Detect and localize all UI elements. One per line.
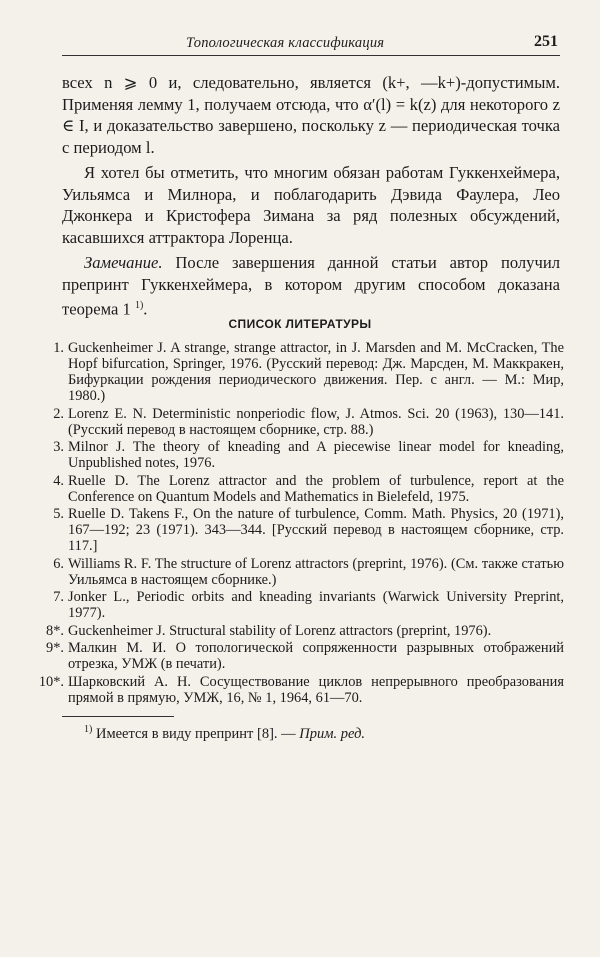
- reference-item: [30, 506, 564, 554]
- reference-text: Guckenheimer J. A strange, strange attractor, in J. Marsden and M. McCracken, The Hopf bifurcation, Springer, 1976. (Русский перевод: Дж. Марсден, М. Маккракен, Бифуркации рождения периодического движения. Пер. с англ. — М.: Мир, 1980.): [68, 340, 564, 404]
- reference-number: 2.: [53, 405, 64, 422]
- page-number: 251: [534, 33, 558, 50]
- reference-item: [30, 406, 564, 438]
- reference-item: [30, 556, 564, 588]
- reference-text: Williams R. F. The structure of Lorenz attractors (preprint, 1976). (См. также статью Уильямса в настоящем сборнике.): [68, 555, 564, 588]
- reference-text: Lorenz E. N. Deterministic nonperiodic flow, J. Atmos. Sci. 20 (1963), 130—141. (Русский перевод в настоящем сборнике, стр. 88.): [68, 405, 564, 438]
- reference-number: 10*.: [38, 673, 64, 690]
- references-title: СПИСОК ЛИТЕРАТУРЫ: [228, 317, 372, 331]
- reference-text: Ruelle D. Takens F., On the nature of turbulence, Comm. Math. Physics, 20 (1971), 167—192; 23 (1971). 343—344. [Русский перевод в настоящем сборнике, стр. 117.]: [68, 506, 564, 554]
- remark-label: Замечание.: [84, 253, 163, 272]
- footnote-editor-note: Прим. ред.: [299, 725, 366, 742]
- running-title: Топологическая классификация: [186, 35, 385, 51]
- reference-number: 8*.: [46, 622, 64, 639]
- paragraph-acknowledgements: Я хотел бы отметить, что многим обязан работам Гуккенхеймера, Уильямса и Милнора, и поблагодарить Дэвида Фаулера, Лео Джонкера и Кристофера Зимана за ряд полезных обсуждений, касавшихся аттрактора Лоренца.: [62, 163, 560, 247]
- reference-item: [30, 589, 564, 621]
- reference-number: 3.: [53, 439, 64, 455]
- references-list: [30, 340, 564, 707]
- page-header: [62, 33, 560, 56]
- footnote: [84, 724, 365, 743]
- remark-text: После завершения данной статьи автор получил препринт Гуккенхеймера, в котором другим способом доказана теорема 1: [62, 253, 560, 319]
- footnote-mark: 1): [84, 724, 93, 735]
- reference-text: Guckenheimer J. Structural stability of Lorenz attractors (preprint, 1976).: [68, 622, 492, 639]
- reference-item: [30, 439, 564, 471]
- reference-item: [30, 640, 564, 672]
- reference-number: 4.: [53, 472, 64, 489]
- remark-end: .: [143, 299, 148, 319]
- reference-text: Ruelle D. The Lorenz attractor and the problem of turbulence, report at the Conference on Quantum Models and Mathematics in Bielefeld, 1975.: [68, 472, 564, 505]
- reference-number: 6.: [53, 555, 64, 572]
- reference-item: [30, 473, 564, 505]
- reference-text: Малкин М. И. О топологической сопряженности разрывных отображений отрезка, УМЖ (в печати).: [68, 640, 564, 672]
- reference-text: Milnor J. The theory of kneading and A piecewise linear model for kneading, Unpublished notes, 1976.: [68, 439, 564, 471]
- paragraph-proof-end: всех n ⩾ 0 и, следовательно, является (k+, —k+)-допустимым. Применяя лемму 1, получаем отсюда, что α′(l) = k(z) для некоторого z ∈ I, и доказательство завершено, поскольку z — периодическая точка с периодом l.: [62, 73, 560, 157]
- remark-footnote-mark: 1): [134, 300, 144, 311]
- main-text: [62, 72, 560, 320]
- reference-text: Шарковский А. Н. Сосуществование циклов непрерывного преобразования прямой в прямую, УМЖ, 16, № 1, 1964, 61—70.: [68, 673, 564, 706]
- footnote-text: Имеется в виду препринт [8]. —: [92, 725, 300, 742]
- reference-item: [30, 340, 564, 404]
- reference-item: [30, 674, 564, 706]
- footnote-divider: [62, 716, 174, 717]
- reference-number: 5.: [53, 506, 64, 522]
- reference-number: 9*.: [46, 640, 64, 656]
- paragraph-remark: [62, 252, 560, 320]
- reference-item: [30, 623, 564, 639]
- reference-text: Jonker L., Periodic orbits and kneading invariants (Warwick University Preprint, 1977).: [68, 589, 564, 621]
- reference-number: 1.: [53, 340, 64, 356]
- reference-number: 7.: [53, 589, 64, 605]
